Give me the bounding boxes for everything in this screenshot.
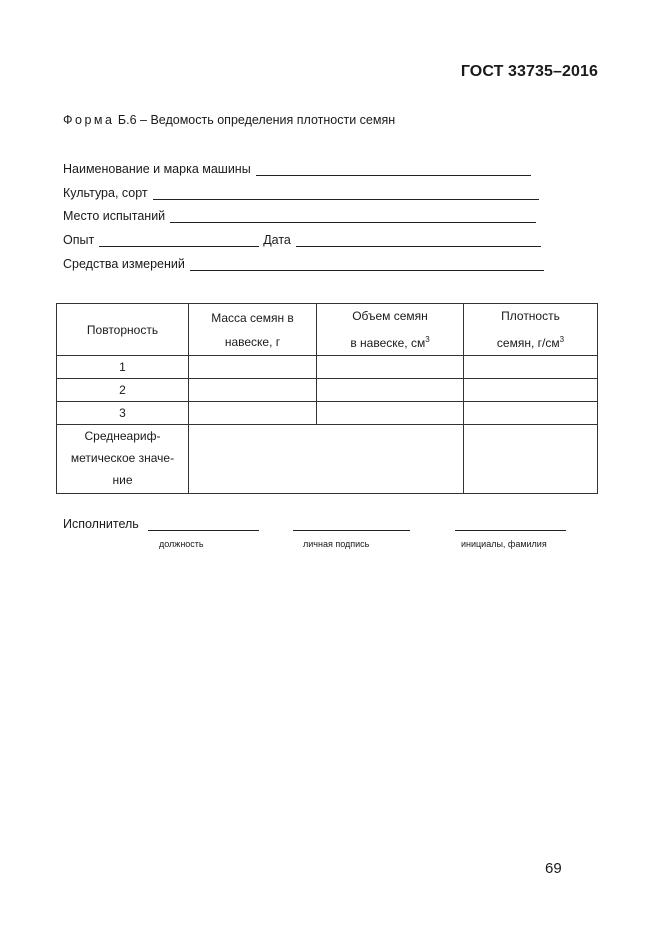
field-experiment (63, 233, 541, 247)
field-instruments (63, 257, 544, 271)
field-culture (63, 186, 539, 200)
field-instruments-line (190, 258, 544, 271)
field-experiment-label: Опыт (63, 233, 95, 247)
header-volume: Объем семян в навеске, $см^3$ (317, 304, 464, 356)
field-place-label: Место испытаний (63, 209, 166, 223)
average-label: Среднеариф- метическое значе- ние (57, 425, 189, 494)
table-row (57, 379, 598, 402)
caption-signature: личная подпись (303, 539, 370, 549)
caption-position: должность (159, 539, 204, 549)
caption-name: инициалы, фамилия (461, 539, 547, 549)
cell-density[interactable] (464, 379, 598, 402)
cell-volume[interactable] (317, 356, 464, 379)
cell-density[interactable] (464, 402, 598, 425)
table-row-average (57, 425, 598, 494)
density-table (56, 303, 597, 494)
field-machine-label: Наименование и марка машины (63, 162, 251, 176)
field-culture-label: Культура, сорт (63, 186, 148, 200)
header-density: Плотность семян, $г/см^3$ (464, 304, 598, 356)
form-title-text: Б.6 – Ведомость определения плотности семян (114, 113, 396, 127)
row-number: 1 (57, 356, 189, 379)
form-title-prefix: Форма (63, 113, 115, 127)
cell-average-density[interactable] (464, 425, 598, 494)
page-number: 69 (545, 860, 562, 877)
field-machine (63, 162, 531, 176)
signature-block (63, 517, 573, 557)
standard-code: ГОСТ 33735–2016 (460, 63, 598, 80)
cell-density[interactable] (464, 356, 598, 379)
name-line (455, 530, 566, 531)
table-header-row (57, 304, 598, 356)
cell-mass[interactable] (189, 402, 317, 425)
cell-mass[interactable] (189, 379, 317, 402)
header-mass: Масса семян в навеске, г (189, 304, 317, 356)
table-row (57, 402, 598, 425)
field-date-label: Дата (263, 233, 291, 247)
field-date-line (296, 234, 541, 247)
form-title (63, 113, 395, 127)
field-place-line (170, 210, 536, 223)
field-culture-line (153, 187, 539, 200)
row-number: 2 (57, 379, 189, 402)
cell-volume[interactable] (317, 379, 464, 402)
cell-mass[interactable] (189, 356, 317, 379)
cell-average-mass-volume[interactable] (189, 425, 464, 494)
field-instruments-label: Средства измерений (63, 257, 185, 271)
field-place (63, 209, 536, 223)
signature-line (293, 530, 410, 531)
field-machine-line (256, 163, 531, 176)
header-repetition: Повторность (57, 304, 189, 356)
table-row (57, 356, 598, 379)
row-number: 3 (57, 402, 189, 425)
cell-volume[interactable] (317, 402, 464, 425)
position-line (148, 530, 259, 531)
executor-label: Исполнитель (63, 517, 139, 531)
field-experiment-line (99, 234, 259, 247)
